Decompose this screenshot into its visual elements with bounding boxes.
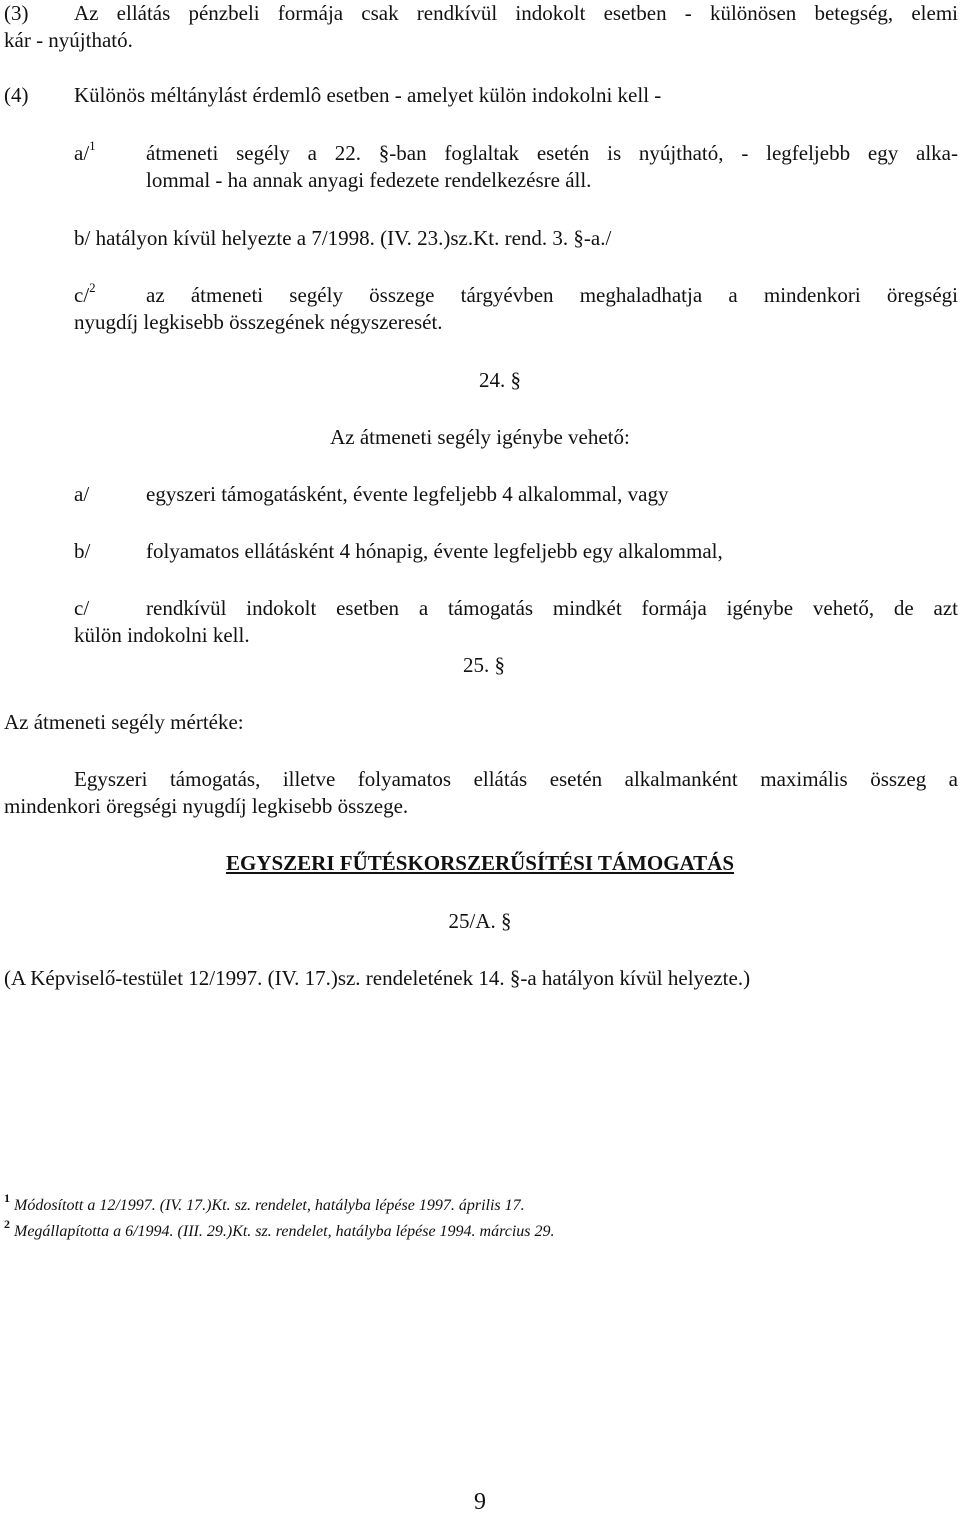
para4-b: b/ hatályon kívül helyezte a 7/1998. (IV. 23.)sz.Kt. rend. 3. §-a./ <box>74 226 612 250</box>
sec24-c-label: c/ <box>74 596 90 620</box>
para3-line1: Az ellátás pénzbeli formája csak rendkívül indokolt esetben - különösen betegség, elemi <box>74 1 958 25</box>
page-number: 9 <box>474 1489 486 1515</box>
section-24-heading: 24. § <box>479 368 521 392</box>
footnote-mark-2: 2 <box>4 1216 10 1231</box>
sec24-a-text: egyszeri támogatásként, évente legfeljebb 4 alkalommal, vagy <box>146 482 669 506</box>
footnote-2 <box>4 1216 555 1242</box>
para4-c-line2: nyugdíj legkisebb összegének négyszeresét. <box>74 310 443 334</box>
section-25-heading: 25. § <box>463 653 505 677</box>
para3-line2: kár - nyújtható. <box>4 28 133 52</box>
para4-number: (4) <box>4 83 29 107</box>
section-25a-text: (A Képviselő-testület 12/1997. (IV. 17.)sz. rendeletének 14. §-a hatályon kívül helyezte.) <box>4 966 751 990</box>
sec24-c-line1: rendkívül indokolt esetben a támogatás mindkét formája igénybe vehető, de azt <box>146 596 958 620</box>
para3-number: (3) <box>4 1 29 25</box>
sec24-c-line2: külön indokolni kell. <box>74 623 250 647</box>
footnote-1-text: Módosított a 12/1997. (IV. 17.)Kt. sz. rendelet, hatályba lépése 1997. április 17. <box>14 1197 525 1214</box>
para4-a-line2: lommal - ha annak anyagi fedezete rendelkezésre áll. <box>146 168 592 192</box>
section-25-line2: mindenkori öregségi nyugdíj legkisebb összege. <box>4 794 409 818</box>
para4-c-label: c/$^2$ <box>74 280 96 307</box>
sec24-b-label: b/ <box>74 539 91 563</box>
section-25a-heading: 25/A. § <box>448 909 512 933</box>
sec24-b-text: folyamatos ellátásként 4 hónapig, évente legfeljebb egy alkalommal, <box>146 539 723 563</box>
sec24-a-label: a/ <box>74 482 90 506</box>
section-25-intro: Az átmeneti segély mértéke: <box>4 710 244 734</box>
footnote-ref-1: 1 <box>89 138 96 153</box>
para4-c-line1: az átmeneti segély összege tárgyévben meghaladhatja a mindenkori öregségi <box>146 283 958 307</box>
footnote-2-text: Megállapította a 6/1994. (III. 29.)Kt. sz. rendelet, hatályba lépése 1994. március 29. <box>14 1223 555 1240</box>
section-24-title: Az átmeneti segély igénybe vehető: <box>330 425 630 449</box>
chapter-title: EGYSZERI FŰTÉSKORSZERŰSÍTÉSI TÁMOGATÁS <box>225 851 735 875</box>
para4-a-label: a/$^1$ <box>74 138 96 165</box>
footnote-1 <box>4 1190 525 1216</box>
para4-a-line1: átmeneti segély a 22. §-ban foglaltak esetén is nyújtható, - legfeljebb egy alka- <box>146 141 958 165</box>
footnote-ref-2: 2 <box>89 280 96 295</box>
section-25-line1: Egyszeri támogatás, illetve folyamatos ellátás esetén alkalmanként maximális összeg a <box>74 767 958 791</box>
footnote-mark-1: 1 <box>4 1190 10 1205</box>
para4-intro: Különös méltánylást érdemlô esetben - amelyet külön indokolni kell - <box>74 83 662 107</box>
